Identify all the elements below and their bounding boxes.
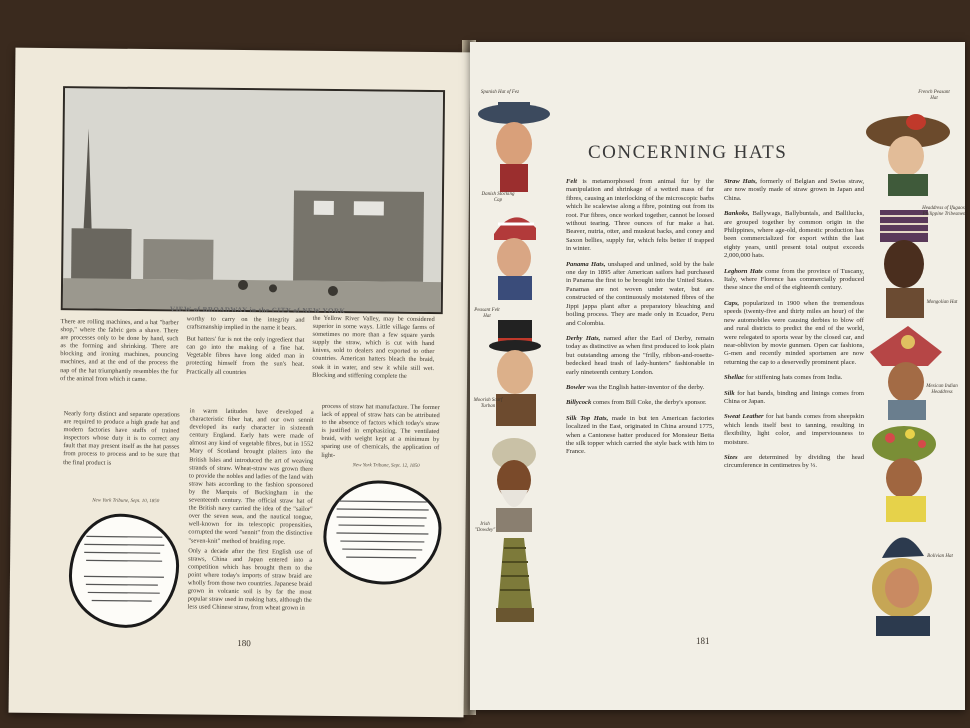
hat-entry-term: Derby Hats,: [566, 334, 601, 342]
hat-entry: [566, 399, 714, 407]
hat-entry-text: for hat bands, binding and linings comes from China or Japan.: [724, 389, 864, 405]
figure-label-ifugao-headdress: Headdress of Ifugaos, Philippine Tribesmen: [922, 206, 966, 217]
hat-entry-text: formerly of Belgian and Swiss straw, are now mostly made of straw grown in Japan and China.: [724, 178, 865, 202]
hat-entry-text: Ballywags, Ballybuntals, and Ballilucks, are grouped together by common origin in the Philippines, where age-old, domestic production has been commercialized for export within the last eighty years, until present total output exceeds 2,000,000 hats.: [724, 210, 864, 260]
bolivian-hat-portrait-icon: [862, 522, 952, 638]
left-lower-col3: process of straw hat manufacture. The former lack of appeal of straw hats can be attributed to the absence of factors which today's straw is justified in emphasizing. The ventilated braid, with weight kept at a minimum by sparing use of chemicals, the application of light-: [321, 402, 440, 459]
french-hat-portrait-icon: [860, 102, 960, 198]
left-lower-col2: [188, 407, 314, 613]
figure-mongolian-hat: [868, 300, 965, 422]
hat-entry-term: Straw Hats,: [724, 178, 758, 185]
left-lower-col2-b: Only a decade after the first English use of straws, China and Japan entered into a competition which has brought them to the point where today's imports of straw braid are wholly from those two countries. Japanese braid grown in volcanic soil is by far the most popular straw used in making hats, although the less used Chinese straw, from wheat grown in: [187, 547, 313, 612]
figure-label-irish-dowdey: Irish "Dowdey": [474, 522, 496, 533]
hat-entry-term: Caps,: [724, 299, 740, 307]
hat-entry: [566, 178, 714, 254]
hat-entry: [724, 210, 864, 260]
left-text-col2-a: worthy to carry on the integrity and craftsmanship implied in the name it bears.: [186, 315, 305, 332]
left-page-number: 180: [237, 637, 251, 649]
left-text-col3: the Yellow River Valley, may be considered superior in some ways. Little village farms of sometimes no more than a few square yards supply the straw, which is cut with hand knives, sold to dealers and exported to other countries. American hatters bleach the braid, soak it in water, and sew it while still wet. Blocking and stiffening complete the: [312, 314, 435, 380]
hat-entry-text: unshaped and unlined, sold by the bale one day in 1895 after American sailors had purchased in Panama the first to be brought into the United States. Panamas are not woven under water, but are constructed of the continuously moistened fibres of the Jippi jappa plant after a preparatory bleaching and boiling process. They are made only in Ecuador, Peru and Colombia.: [566, 260, 714, 327]
spanish-hat-portrait-icon: [474, 96, 554, 194]
hat-entry: [566, 335, 714, 377]
hat-entry: [724, 374, 864, 382]
hat-entry-text: is metamorphosed from animal fur by the manipulation and shrinkage of a wetted mass of fur fibres, causing an interlocking of the microscopic barbs which lie scalewise along a fibre, pointing out from its root. Fur fibres, once worked together, cannot be loosed without tearing. Three ounces of fur make a hat. Beaver, nutria, otter, and muskrat backs, and coney and Saxon bellies, supply fur, which felts better if trapped in winter.: [566, 178, 714, 253]
figure-irish-dowdey: [474, 522, 554, 628]
page-title: CONCERNING HATS: [588, 142, 788, 163]
broadway-engraving: [61, 86, 445, 314]
newspaper-clipping-1: [71, 516, 176, 625]
figure-bolivian-hat: [862, 512, 965, 632]
figure-peasant-felt-hat: [474, 308, 554, 434]
hat-entry-text: for hat bands comes from sheepskin which lends itself best to tanning, resulting in flexibility, light color, and imperviousness to moisture.: [724, 413, 864, 446]
figure-label-french-peasant-hat: French Peasant Hat: [918, 90, 950, 101]
hat-entry: [724, 268, 864, 293]
hat-entry-text: are determined by dividing the head circumference in centimetres by ⅓.: [724, 453, 864, 470]
hat-entry-term: Bankoks,: [724, 210, 750, 218]
figure-danish-cap: [474, 192, 554, 302]
mongolian-hat-portrait-icon: [868, 322, 948, 422]
figure-label-bolivian-hat: Bolivian Hat: [927, 554, 953, 559]
figure-label-mexican-headdress: Mexican Indian Headdress: [926, 384, 958, 395]
left-text-col1: There are rolling machines, and a hat "barber shop," where the fabric gets a shave. There are processes only to be done by hand, such as the forming and shrinking. There are blocking and ironing machines, pouncing machines, and at the end of the process the nap of the hat triumphantly resembles the fur of the animal from which it came.: [59, 318, 179, 383]
engraving-illustration: [63, 88, 443, 312]
hat-entry: [724, 300, 864, 367]
figure-spanish-hat: [474, 90, 554, 200]
figure-label-danish-cap: Danish Stocking Cap: [481, 192, 515, 203]
figure-label-mongolian-hat: Mongolian Hat: [926, 300, 958, 305]
hat-entry-term: Felt: [566, 178, 577, 185]
hat-entry-term: Silk: [724, 389, 735, 397]
engraving-caption: VIEW of BROADWAY in the CITY of NEW YORK: [169, 305, 346, 316]
hat-entry: [566, 384, 714, 392]
figure-french-peasant-hat: [860, 90, 960, 200]
clipping-1-lines: [71, 516, 176, 625]
hat-entry-text: for stiffening hats comes from India.: [745, 374, 843, 382]
hat-entry: [724, 454, 864, 471]
peasant-hat-portrait-icon: [474, 318, 554, 430]
irish-dowdey-portrait-icon: [474, 528, 554, 624]
hat-entry-text: was the English hatter-inventor of the derby.: [587, 383, 705, 391]
hat-entry-text: popularized in 1900 when the tremendous speeds (twenty-five and thirty miles an hour) of the new automobiles were causing derbies to blow off and rural districts to predict the end of the world, were relegated to sports wear by the closed car, and near-oblivion by movie gunmen. Open car fashions, G-men and recently minded sportsmen are now returning the cap to a deservedly prominent place.: [724, 299, 864, 366]
moorish-turban-portrait-icon: [474, 434, 554, 534]
hat-entry-text: come from the province of Tuscany, Italy, where Florence has commercially produced these since the end of the eighteenth century.: [724, 267, 864, 292]
hat-entry: [566, 261, 714, 328]
right-text-column-right: [724, 178, 864, 478]
hat-entry-text: comes from Bill Coke, the derby's sponsor.: [592, 399, 707, 407]
hat-entry: [566, 415, 714, 457]
right-text-column-left: [566, 178, 714, 464]
hat-entry-text: made in but ten American factories localized in the East, originated in China around 1775, when a Cantonese hatter produced for Monsieur Betta the silk topper which carried the style back with him to France.: [566, 414, 714, 456]
figure-label-moorish-turban: Moorish Scarf Turban: [473, 398, 503, 409]
mexican-headdress-portrait-icon: [866, 420, 946, 524]
hat-entry-term: Sweat Leather: [724, 413, 764, 421]
hat-entry: [724, 178, 864, 203]
hat-entry-term: Shellac: [724, 374, 745, 382]
hat-entry: [724, 413, 864, 447]
figure-label-spanish-hat: Spanish Hat of Fez: [480, 90, 520, 95]
hat-entry-term: Leghorn Hats: [724, 267, 763, 275]
hat-entry-term: Bowler: [566, 383, 586, 391]
hat-entry-term: Panama Hats,: [566, 260, 606, 268]
figure-label-peasant-felt-hat: Peasant Felt Hat: [474, 308, 500, 319]
newspaper-clipping-2: [326, 483, 439, 582]
hat-entry: [724, 390, 864, 407]
right-page-number: 181: [696, 636, 710, 646]
right-page: [470, 42, 965, 710]
hat-entry-term: Silk Top Hats,: [566, 414, 609, 422]
clip1-caption: New York Tribune, Sept. 10, 1850: [92, 498, 160, 505]
hat-entry-term: Billycock: [566, 399, 592, 407]
danish-cap-portrait-icon: [474, 204, 554, 302]
hat-entry-text: named after the Earl of Derby, remain today as distinctive as when first produced to look plain but outstanding among the "frilly, ribbon-and-rosette-bedecked head trash of lady-hunters" fashionable in early nineteenth century London.: [566, 334, 714, 376]
left-lower-col2-a: in warm latitudes have developed a characteristic fiber hat, and our own sennit developed its early character in sixteenth century England. Early hats were made of almost any kind of vegetable fibres, but in 1552 Mary of Scotland brought plaiters into the British Isles and introduced the art of weaving strands of straw. Wheat-straw was grown there to provide the nobles and ladies of the land with straw hats according to the fashion sponsored by the Marquis of Buckingham in the seventeenth century. The official straw hat of the British navy carried the idea of the "sailor" over the seven seas, and the nautical tongue, well-known for its telescopic propensities, corrupted the word "sennit" from the distinctive "seven-knit" method of braiding rope.: [188, 407, 314, 545]
left-page: [9, 48, 471, 718]
clip2-caption: New York Tribune, Sept. 12, 1850: [352, 463, 420, 469]
hat-entry-term: Sizes: [724, 453, 738, 461]
left-lower-col1: Nearly forty distinct and separate operations are required to produce a high grade hat and modern factories have staffs of trained inspectors whose duty it is to correct any fault that may present itself as the hat passes from process to process and to be sure that the final product is: [63, 410, 180, 467]
left-text-col2: [186, 315, 305, 377]
left-text-col2-b: But hatters' fur is not the only ingredient that can go into the making of a fine hat. Vegetable fibres have long aided man in protecting himself from the sun's heat. Practically all countries: [186, 335, 305, 376]
clipping-2-lines: [326, 483, 439, 582]
